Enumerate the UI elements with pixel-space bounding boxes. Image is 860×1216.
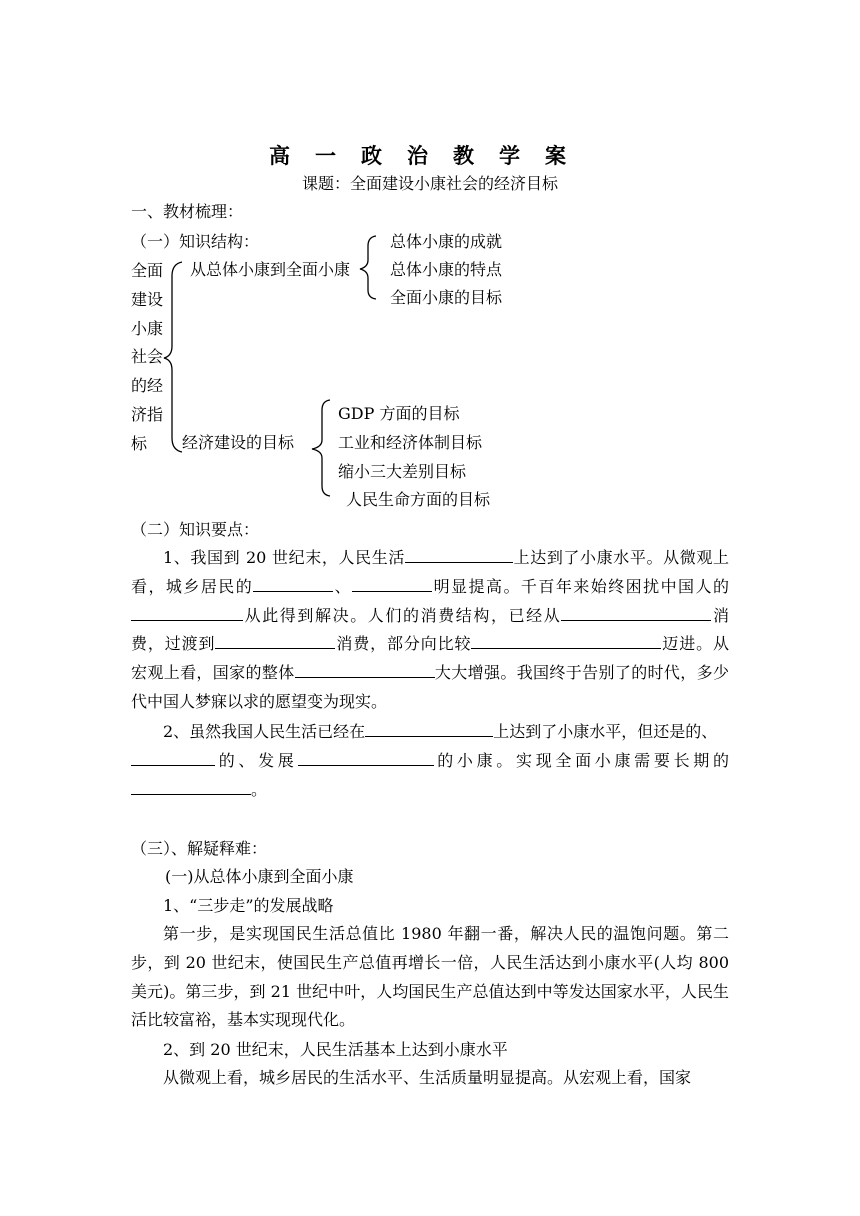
root-brace: [160, 258, 190, 458]
branch2-item: 工业和经济体制目标: [338, 433, 483, 452]
text-segment: 从此得到解决。人们的消费结构，已经从: [243, 605, 562, 625]
branch1-label: 从总体小康到全面小康: [190, 260, 351, 279]
knowledge-points-label: （二）知识要点：: [131, 520, 260, 539]
branch1-brace: [352, 232, 382, 302]
text-segment: 的小康。实现全面小康需要长期的: [433, 750, 729, 770]
item-heading: 2、到 20 世纪末，人民生活基本上达到小康水平: [163, 1040, 508, 1059]
branch1-item: 全面小康的目标: [390, 288, 503, 307]
branch2-item: 缩小三大差别目标: [338, 462, 467, 481]
paragraph-three-steps: 第一步，是实现国民生活总值比 1980 年翻一番，解决人民的温饱问题。第二步，到 20 世纪末，使国民生产总值再增长一倍，人民生活达到小康水平(人均 800 美元)。第三步，到 21 世纪中叶，人均国民生产总值达到中等发达国家水平，人民生活比较富裕，基本实现现代化。: [131, 924, 729, 1030]
item-heading: 1、“三步走”的发展战略: [163, 896, 334, 915]
root-line: 小康: [131, 318, 164, 338]
doubts-label: （三）、解疑释难：: [131, 839, 268, 858]
section-heading-materials: 一、教材梳理：: [131, 202, 244, 221]
text-segment: 2、虽然我国人民生活已经在: [163, 722, 366, 741]
lesson-subtitle: 课题：全面建设小康社会的经济目标: [301, 174, 558, 193]
fill-blank[interactable]: [471, 632, 661, 649]
root-line: 标: [131, 433, 148, 453]
fill-blank[interactable]: [405, 546, 513, 563]
branch1-item: 总体小康的特点: [390, 260, 503, 279]
text-segment: 。: [251, 779, 268, 799]
root-line: 的经: [131, 376, 164, 396]
root-line: 社会: [131, 347, 164, 367]
text-segment: 、: [333, 576, 353, 596]
fill-blank[interactable]: [131, 604, 243, 621]
text-segment: 消费，过渡到: [131, 605, 729, 654]
text-segment: 上达到了小康水平，但还是的、: [493, 722, 718, 741]
branch2-brace: [304, 396, 334, 500]
text-segment: 迈进。从宏观上看，国家的整体: [131, 634, 729, 683]
root-line: 建设: [131, 289, 164, 309]
text-segment: 明显提高。千百年来始终困扰中国人的: [432, 576, 729, 596]
fill-blank[interactable]: [131, 778, 251, 795]
fill-blank[interactable]: [298, 749, 434, 766]
knowledge-point-1: [131, 544, 729, 717]
branch2-label: 经济建设的目标: [182, 433, 295, 452]
paragraph-macro-micro: 从微观上看，城乡居民的生活水平、生活质量明显提高。从宏观上看，国家: [163, 1068, 692, 1087]
knowledge-point-2: [131, 718, 729, 804]
text-segment: 上达到了小康水平。从微观上看，城乡居民的: [131, 548, 729, 596]
fill-blank[interactable]: [352, 575, 432, 592]
text-segment: 大大增强。我国终于告别了的时代，多少代中国人梦寐以求的愿望变为现实。: [131, 663, 729, 711]
root-line: 济指: [131, 404, 164, 424]
branch1-item: 总体小康的成就: [390, 232, 503, 251]
knowledge-structure-label: （一）知识结构：: [131, 232, 260, 251]
fill-blank[interactable]: [131, 749, 215, 766]
text-segment: 消费，部分向比较: [335, 634, 472, 654]
text-segment: 1、我国到 20 世纪末，人民生活: [163, 548, 405, 567]
fill-blank[interactable]: [215, 632, 335, 649]
fill-blank[interactable]: [253, 575, 333, 592]
subsection-heading: (一)从总体小康到全面小康: [165, 867, 354, 886]
fill-blank[interactable]: [295, 661, 435, 678]
branch2-item: GDP 方面的目标: [338, 404, 460, 423]
fill-blank[interactable]: [365, 720, 493, 737]
fill-blank[interactable]: [561, 604, 711, 621]
root-line: 全面: [131, 261, 164, 280]
text-segment: 的、发展: [215, 750, 298, 770]
branch2-item: 人民生命方面的目标: [346, 490, 491, 509]
page-title: 高一政治教学案: [269, 144, 591, 168]
